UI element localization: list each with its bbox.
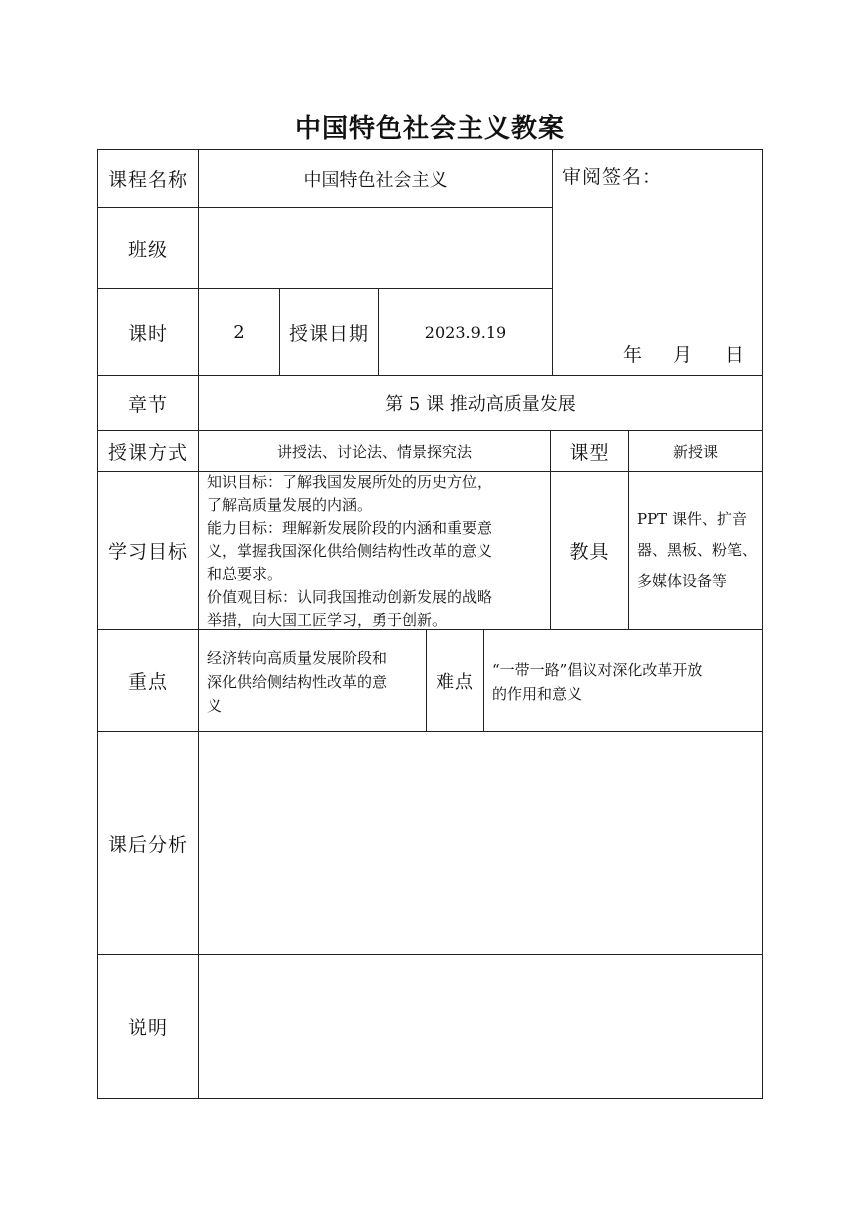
signature-column-divider: [552, 149, 553, 376]
teaching-date-value: 2023.9.19: [424, 322, 507, 342]
tools-line: 器、黑板、粉笔、: [637, 541, 758, 559]
tools-line: 多媒体设备等: [637, 572, 728, 590]
objective-line: 了解高质量发展的内涵。: [207, 496, 373, 514]
method-value: 讲授法、讨论法、情景探究法: [276, 442, 472, 461]
key-points-line: 经济转向高质量发展阶段和: [207, 649, 388, 667]
difficulty-value-divider: [483, 629, 484, 732]
key-points-label: 重点: [127, 671, 168, 693]
class-value: [199, 208, 552, 288]
objective-line: 和总要求。: [207, 565, 283, 583]
tools-line: PPT 课件、扩音: [637, 510, 747, 528]
signature-date-month: 月: [672, 343, 693, 366]
table-border-bottom: [97, 1098, 763, 1099]
key-points-line: 深化供给侧结构性改革的意: [207, 673, 388, 691]
notes-value: [199, 955, 762, 1098]
lesson-type-label: 课型: [569, 441, 610, 464]
difficulties-text: [492, 658, 760, 718]
table-border-right: [762, 149, 763, 1099]
review-signature-label: 审阅签名：: [562, 165, 663, 188]
course-name-label: 课程名称: [107, 169, 188, 191]
post-class-analysis-label: 课后分析: [107, 833, 188, 856]
hours-value: 2: [233, 321, 245, 343]
objective-line: 价值观目标：认同我国推动创新发展的战略: [207, 588, 493, 606]
page-title: 中国特色社会主义教案: [294, 114, 565, 144]
class-label: 班级: [127, 238, 168, 261]
objective-line: 知识目标：了解我国发展所处的历史方位，: [207, 473, 493, 491]
objectives-label: 学习目标: [107, 541, 188, 563]
teaching-date-label: 授课日期: [288, 322, 369, 345]
post-class-analysis-value: [199, 732, 762, 954]
hours-label: 课时: [127, 322, 168, 345]
key-points-text: [207, 646, 423, 726]
lesson-type-value: 新授课: [672, 442, 718, 461]
difficulties-label: 难点: [436, 671, 474, 693]
chapter-label: 章节: [127, 393, 168, 416]
tools-label: 教具: [569, 541, 610, 563]
signature-date-year: 年: [622, 343, 643, 366]
difficulties-line: 的作用和意义: [492, 685, 583, 703]
objective-line: 能力目标：理解新发展阶段的内涵和重要意: [207, 519, 493, 537]
signature-date-day: 日: [724, 343, 745, 366]
objectives-text: [207, 471, 547, 629]
chapter-value: 第 5 课 推动高质量发展: [385, 394, 576, 415]
course-name-value: 中国特色社会主义: [303, 169, 448, 191]
method-label: 授课方式: [107, 441, 188, 464]
objective-line: 举措，向大国工匠学习，勇于创新。: [207, 611, 448, 629]
tools-text: [637, 504, 761, 604]
key-points-line: 义: [207, 697, 223, 715]
difficulties-line: “一带一路”倡议对深化改革开放: [492, 661, 703, 679]
objective-line: 义，掌握我国深化供给侧结构性改革的意义: [207, 542, 493, 560]
notes-label: 说明: [127, 1017, 168, 1039]
